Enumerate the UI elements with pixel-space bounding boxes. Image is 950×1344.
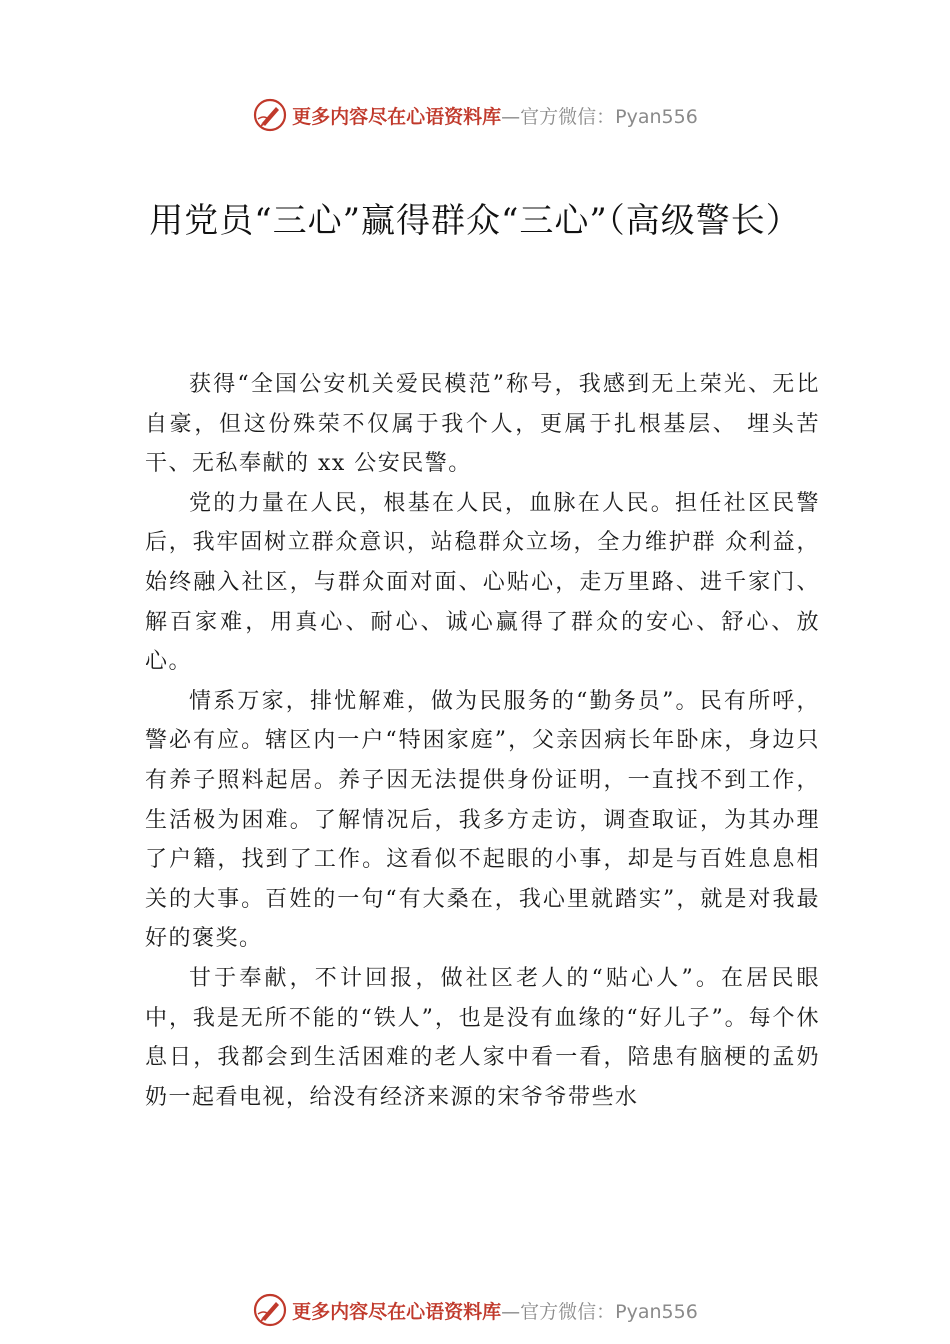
document-body: [145, 365, 820, 1117]
header-banner: [0, 95, 950, 135]
paragraph: 情系万家，排忧解难，做为民服务的“勤务员”。民有所呼，警必有应。辖区内一户“特困家庭”，父亲因病长年卧床，身边只有养子照料起居。养子因无法提供身份证明，一直找不到工作，生活极为困难。了解情况后，我多方走访，调查取证，为其办理了户籍，找到了工作。这看似不起眼的小事，却是与百姓息息相关的大事。百姓的一句“有大桑在，我心里就踏实”，就是对我最好的褒奖。: [145, 688, 820, 952]
pen-logo-icon: [252, 1292, 288, 1328]
banner-gray-text: —官方微信：Pyan556: [501, 105, 698, 128]
footer-banner: [0, 1290, 950, 1330]
banner-red-text: 更多内容尽在心语资料库: [292, 105, 502, 128]
paragraph: 获得“全国公安机关爱民模范”称号，我感到无上荣光、无比自豪，但这份殊荣不仅属于我个人，更属于扎根基层、 埋头苦干、无私奉献的 xx 公安民警。: [145, 372, 820, 477]
pen-logo-icon: [252, 97, 288, 133]
banner-gray-text: —官方微信：Pyan556: [501, 1300, 698, 1323]
document-title: 用党员“三心”赢得群众“三心”（高级警长）: [149, 201, 801, 241]
paragraph: 党的力量在人民，根基在人民，血脉在人民。担任社区民警后，我牢固树立群众意识，站稳群众立场，全力维护群 众利益，始终融入社区，与群众面对面、心贴心，走万里路、进千家门、解百家难，用真心、耐心、诚心赢得了群众的安心、舒心、放心。: [145, 490, 820, 675]
banner-red-text: 更多内容尽在心语资料库: [292, 1300, 502, 1323]
paragraph: 甘于奉献，不计回报，做社区老人的“贴心人”。在居民眼中，我是无所不能的“铁人”，也是没有血缘的“好儿子”。每个休息日，我都会到生活困难的老人家中看一看，陪患有脑梗的孟奶奶一起看电视，给没有经济来源的宋爷爷带些水: [145, 965, 820, 1110]
